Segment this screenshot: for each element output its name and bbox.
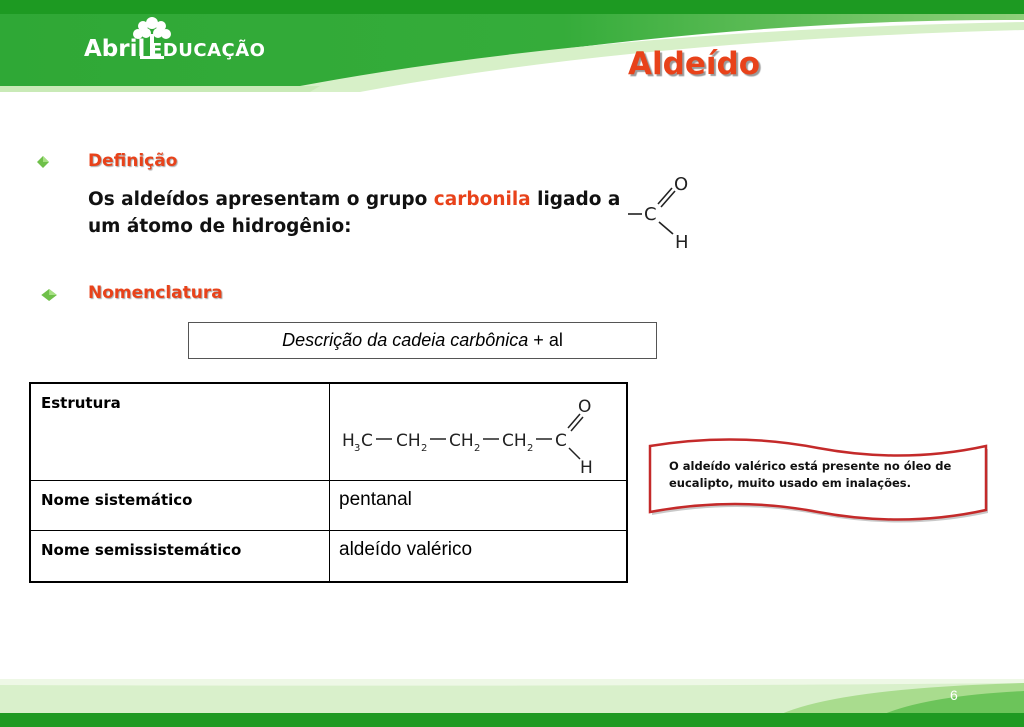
table-cell-label: [30, 481, 330, 531]
page-number: 6: [950, 687, 958, 703]
ch-group-text: CH: [502, 431, 527, 451]
systematic-name-value: pentanal: [339, 489, 412, 510]
note-text: O aldeído valérico está presente no óleo de eucalipto, muito usado em inalações.: [669, 459, 952, 490]
page-title: Aldeído: [628, 46, 760, 82]
nomenclature-heading: Nomenclatura: [88, 283, 223, 303]
subscript-3: 3: [354, 443, 361, 454]
table-cell-label: [30, 383, 330, 481]
pentanal-structure: [330, 384, 593, 478]
hydrogen-atom: H: [675, 232, 689, 253]
table-row: [30, 383, 627, 481]
table-cell-structure: [330, 383, 628, 481]
definition-text-end: ligado a um átomo de hidrogênio:: [88, 189, 621, 237]
table-row: [30, 531, 627, 582]
definition-text-start: Os aldeídos apresentam o grupo: [88, 189, 434, 210]
aldehyde-group-structure: [624, 172, 704, 252]
ch-group-text: CH: [449, 431, 474, 451]
diamond-bullet-icon: [36, 155, 50, 169]
diamond-bullet-icon: [38, 288, 56, 302]
h-atom-text: H: [342, 431, 355, 451]
ch-group-text: CH: [396, 431, 421, 451]
semisystematic-name-label: Nome semissistemático: [41, 541, 242, 559]
formula-chain-description: Descrição da cadeia carbônica: [282, 330, 529, 350]
subscript-2: 2: [421, 443, 428, 454]
oxygen-atom: O: [674, 174, 689, 195]
subscript-2: 2: [474, 443, 481, 454]
hydrogen-atom: H: [580, 458, 593, 478]
brand-division: EDUCAÇÃO: [150, 40, 266, 61]
brand-name: Abril: [84, 36, 146, 62]
definition-heading: Definição: [88, 151, 178, 171]
table-cell-value: [330, 481, 628, 531]
semisystematic-name-value: aldeído valérico: [339, 539, 473, 560]
table-cell-value: [330, 531, 628, 582]
subscript-2: 2: [527, 443, 534, 454]
pentanal-table: [29, 382, 628, 583]
oxygen-atom: O: [578, 397, 592, 417]
table-row: [30, 481, 627, 531]
structure-label: Estrutura: [41, 394, 121, 412]
formula-suffix: al: [548, 330, 563, 350]
table-cell-label: [30, 531, 330, 582]
formula-plus: +: [528, 330, 549, 350]
nomenclature-formula-box: [188, 322, 657, 359]
c-atom-text: C: [555, 431, 567, 451]
c-atom-text: C: [361, 431, 373, 451]
systematic-name-label: Nome sistemático: [41, 491, 193, 509]
footer-band: [0, 679, 1024, 727]
definition-text: [88, 186, 628, 240]
carbon-atom: C: [644, 204, 657, 225]
carbonyl-term: carbonila: [433, 189, 531, 210]
